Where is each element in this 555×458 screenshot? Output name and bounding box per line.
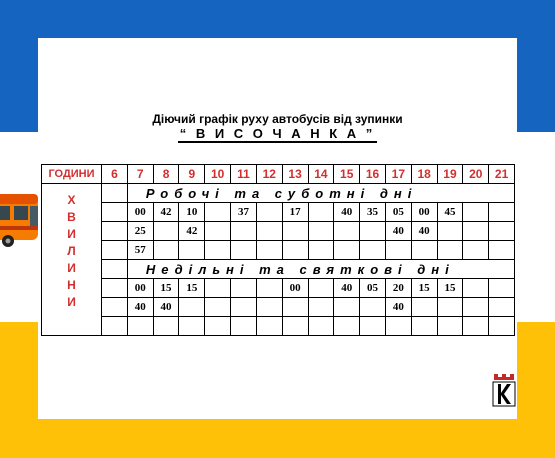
minutes-label-letter: Х	[67, 193, 76, 207]
schedule-cell	[256, 298, 282, 317]
schedule-cell	[308, 203, 334, 222]
schedule-cell: 05	[360, 279, 386, 298]
weekday-label-row	[42, 184, 515, 203]
schedule-cell	[489, 241, 515, 260]
hour-15: 15	[334, 165, 360, 184]
schedule-cell	[102, 241, 128, 260]
schedule-cell	[385, 241, 411, 260]
schedule-cell	[334, 317, 360, 336]
hour-13: 13	[282, 165, 308, 184]
schedule-cell	[489, 317, 515, 336]
schedule-cell	[282, 241, 308, 260]
schedule-cell	[489, 203, 515, 222]
holiday-label-row	[42, 260, 515, 279]
schedule-cell	[231, 279, 257, 298]
schedule-cell	[153, 317, 179, 336]
hour-12: 12	[256, 165, 282, 184]
schedule-cell: 37	[231, 203, 257, 222]
schedule-cell: 40	[153, 298, 179, 317]
schedule-cell: 10	[179, 203, 205, 222]
hour-17: 17	[385, 165, 411, 184]
schedule-cell: 25	[127, 222, 153, 241]
schedule-cell	[102, 298, 128, 317]
schedule-cell: 20	[385, 279, 411, 298]
schedule-cell	[102, 222, 128, 241]
schedule-cell	[463, 279, 489, 298]
holiday-row	[42, 279, 515, 298]
hour-10: 10	[205, 165, 231, 184]
schedule-cell	[179, 298, 205, 317]
schedule-cell: 05	[385, 203, 411, 222]
schedule-cell	[282, 298, 308, 317]
schedule-cell	[437, 298, 463, 317]
hour-16: 16	[360, 165, 386, 184]
weekday-section-label: Робочі та суботні дні	[127, 184, 514, 203]
schedule-cell	[102, 203, 128, 222]
schedule-cell	[308, 298, 334, 317]
schedule-cell	[231, 222, 257, 241]
holiday-section-label: Недільні та святкові дні	[127, 260, 514, 279]
schedule-cell	[205, 279, 231, 298]
weekday-row	[42, 203, 515, 222]
schedule-cell	[308, 317, 334, 336]
schedule-cell	[153, 222, 179, 241]
schedule-cell	[334, 298, 360, 317]
schedule-cell	[411, 241, 437, 260]
hour-7: 7	[127, 165, 153, 184]
schedule-cell	[463, 298, 489, 317]
schedule-cell	[489, 279, 515, 298]
schedule-cell	[437, 222, 463, 241]
schedule-cell	[463, 241, 489, 260]
stop-name-text: “ В И С О Ч А Н К А ”	[179, 126, 376, 141]
schedule-cell: 40	[334, 203, 360, 222]
minutes-label-letter: Л	[67, 244, 76, 258]
schedule-cell	[205, 317, 231, 336]
schedule-cell	[256, 222, 282, 241]
schedule-cell: 15	[437, 279, 463, 298]
schedule-cell	[334, 241, 360, 260]
schedule-cell	[256, 241, 282, 260]
schedule-cell	[205, 298, 231, 317]
weekday-empty-cell	[102, 184, 128, 203]
minutes-label-letter: Н	[67, 278, 76, 292]
hour-20: 20	[463, 165, 489, 184]
schedule-table	[41, 164, 515, 336]
holiday-empty-cell	[102, 260, 128, 279]
schedule-cell	[127, 317, 153, 336]
schedule-cell	[437, 317, 463, 336]
schedule-cell: 45	[437, 203, 463, 222]
hour-8: 8	[153, 165, 179, 184]
holiday-row	[42, 317, 515, 336]
schedule-cell	[102, 317, 128, 336]
minutes-label-letter: И	[67, 227, 76, 241]
schedule-cell	[231, 317, 257, 336]
schedule-cell	[489, 222, 515, 241]
schedule-cell	[463, 317, 489, 336]
hours-label: ГОДИНИ	[42, 165, 102, 184]
schedule-cell	[489, 298, 515, 317]
schedule-cell: 40	[385, 298, 411, 317]
schedule-cell	[411, 298, 437, 317]
schedule-cell: 35	[360, 203, 386, 222]
city-logo-icon	[492, 374, 516, 418]
schedule-cell: 00	[127, 279, 153, 298]
schedule-cell	[385, 317, 411, 336]
schedule-cell	[205, 241, 231, 260]
schedule-cell	[231, 298, 257, 317]
schedule-cell	[463, 222, 489, 241]
hour-9: 9	[179, 165, 205, 184]
schedule-cell: 42	[179, 222, 205, 241]
schedule-cell	[256, 279, 282, 298]
schedule-cell: 00	[282, 279, 308, 298]
hour-11: 11	[231, 165, 257, 184]
weekday-row	[42, 241, 515, 260]
schedule-cell	[360, 298, 386, 317]
schedule-cell	[308, 279, 334, 298]
schedule-cell	[282, 317, 308, 336]
schedule-cell	[360, 317, 386, 336]
schedule-cell	[231, 241, 257, 260]
schedule-cell: 40	[334, 279, 360, 298]
minutes-label-letter: В	[67, 210, 76, 224]
schedule-cell: 00	[127, 203, 153, 222]
schedule-cell	[282, 222, 308, 241]
stop-name	[0, 126, 555, 141]
schedule-cell: 40	[411, 222, 437, 241]
schedule-cell	[308, 222, 334, 241]
hour-19: 19	[437, 165, 463, 184]
schedule-cell: 40	[127, 298, 153, 317]
hour-18: 18	[411, 165, 437, 184]
schedule-cell: 57	[127, 241, 153, 260]
schedule-cell: 00	[411, 203, 437, 222]
holiday-row	[42, 298, 515, 317]
schedule-cell	[205, 222, 231, 241]
schedule-title: Діючий графік руху автобусів від зупинки	[152, 112, 403, 126]
schedule-cell	[308, 241, 334, 260]
schedule-cell	[437, 241, 463, 260]
schedule-cell	[463, 203, 489, 222]
schedule-cell: 15	[179, 279, 205, 298]
schedule-cell	[256, 317, 282, 336]
hour-14: 14	[308, 165, 334, 184]
weekday-row	[42, 222, 515, 241]
schedule-cell	[153, 241, 179, 260]
bus-icon	[0, 190, 40, 248]
schedule-cell	[334, 222, 360, 241]
schedule-cell: 15	[411, 279, 437, 298]
hour-6: 6	[102, 165, 128, 184]
schedule-cell: 15	[153, 279, 179, 298]
schedule-cell: 40	[385, 222, 411, 241]
schedule-cell	[360, 241, 386, 260]
schedule-cell	[360, 222, 386, 241]
hour-21: 21	[489, 165, 515, 184]
hours-header-row	[42, 165, 515, 184]
schedule-cell: 42	[153, 203, 179, 222]
minutes-label-letter: И	[67, 261, 76, 275]
schedule-cell	[179, 241, 205, 260]
schedule-cell	[205, 203, 231, 222]
schedule-cell	[102, 279, 128, 298]
schedule-cell: 17	[282, 203, 308, 222]
minutes-label	[42, 184, 102, 336]
schedule-cell	[256, 203, 282, 222]
minutes-label-letter: И	[67, 295, 76, 309]
schedule-cell	[179, 317, 205, 336]
schedule-cell	[411, 317, 437, 336]
